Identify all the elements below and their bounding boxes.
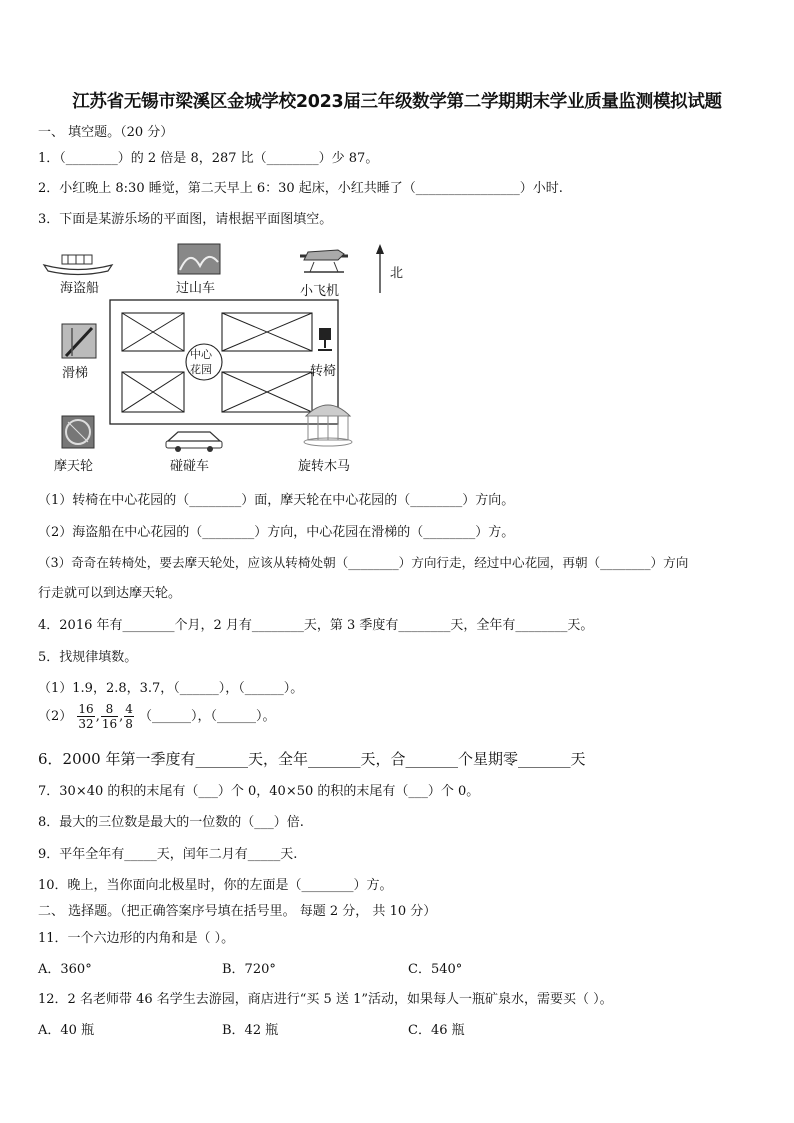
map-label-pirate-ship: 海盗船: [60, 281, 100, 296]
question-11: 11．一个六边形的内角和是（ ）。: [38, 931, 235, 946]
question-5-2: （2） $\frac{16}{32}$ , $\frac{8}{16}$ , $\frac{4}{8}$ （______），（______）。: [38, 702, 276, 731]
map-label-slide: 滑梯: [62, 366, 89, 381]
question-3-3a: （3）奇奇在转椅处，要去摩天轮处，应该从转椅处朝（________）方向行走，经过中心花园，再朝（________）方向: [38, 555, 689, 570]
question-7: 7．30×40 的积的末尾有（___）个 0，40×50 的积的末尾有（___）个 0。: [38, 784, 480, 799]
map-label-small-plane: 小飞机: [300, 284, 340, 299]
question-12: 12．2 名老师带 46 名学生去游园，商店进行“买 5 送 1”活动，如果每人一瓶矿泉水，需要买（ ）。: [38, 992, 613, 1007]
section-2-heading: 二、 选择题。（把正确答案序号填在括号里。 每题 2 分， 共 10 分）: [38, 904, 437, 919]
map-label-swivel-chair: 转椅: [310, 364, 337, 379]
question-3-2: （2）海盗船在中心花园的（________）方向，中心花园在滑梯的（________）方。: [38, 525, 515, 540]
question-12-option-b: B．42 瓶: [222, 1023, 279, 1038]
question-5-2-prefix: （2）: [38, 709, 73, 724]
section-1-heading: 一、 填空题。（20 分）: [38, 125, 174, 140]
fraction-1: [77, 702, 94, 731]
question-5-2-suffix: （______），（______）。: [139, 709, 276, 724]
fraction-3-numerator: 4: [125, 702, 133, 716]
question-6: 6．2000 年第一季度有_______天，全年_______天，合_______个星期零_______天: [38, 750, 586, 768]
park-map-drawing: [38, 238, 418, 478]
page-title: 江苏省无锡市梁溪区金城学校2023届三年级数学第二学期期末学业质量监测模拟试题: [72, 92, 722, 112]
question-1: 1．（________）的 2 倍是 8，287 比（________）少 87。: [38, 151, 379, 166]
map-label-north: 北: [390, 266, 404, 281]
question-12-option-a: A．40 瓶: [38, 1023, 95, 1038]
fraction-3: [124, 702, 134, 731]
fraction-2: [101, 702, 118, 731]
slide-icon: [62, 324, 96, 358]
map-label-bumper-car: 碰碰车: [170, 459, 210, 474]
question-3-1: （1）转椅在中心花园的（________）面，摩天轮在中心花园的（________）方向。: [38, 493, 515, 508]
question-11-option-a: A．360°: [38, 962, 92, 977]
question-11-option-c: C．540°: [408, 962, 463, 977]
fraction-2-denominator: 16: [101, 717, 118, 731]
fraction-2-numerator: 8: [101, 702, 118, 717]
park-map: [38, 238, 418, 478]
map-label-ferris-wheel: 摩天轮: [54, 459, 94, 474]
question-10: 10．晚上，当你面向北极星时，你的左面是（________）方。: [38, 878, 393, 893]
question-12-option-c: C．46 瓶: [408, 1023, 465, 1038]
question-5: 5．找规律填数。: [38, 650, 138, 665]
fraction-3-denominator: 8: [125, 717, 133, 731]
question-4: 4．2016 年有________个月，2 月有________天，第 3 季度有________天，全年有________天。: [38, 618, 594, 633]
map-label-center-line1: 中心: [190, 348, 212, 361]
map-label-center-line2: 花园: [190, 363, 212, 376]
fraction-1-numerator: 16: [78, 702, 94, 716]
ferris-wheel-icon: [62, 416, 94, 448]
roller-coaster-icon: [178, 244, 220, 274]
carousel-icon: [304, 405, 352, 446]
question-8: 8．最大的三位数是最大的一位数的（___）倍.: [38, 815, 304, 830]
swivel-chair-icon: [318, 328, 332, 350]
fraction-1-denominator: 32: [78, 717, 94, 731]
question-3-3b: 行走就可以到达摩天轮。: [38, 586, 182, 601]
map-label-carousel: 旋转木马: [298, 459, 351, 474]
pirate-ship-icon: [44, 255, 112, 275]
small-plane-icon: [300, 250, 348, 272]
question-2: 2．小红晚上 8:30 睡觉，第二天早上 6：30 起床，小红共睡了（________________）小时.: [38, 181, 563, 196]
bumper-car-icon: [166, 432, 222, 452]
question-9: 9．平年全年有_____天，闰年二月有_____天.: [38, 847, 298, 862]
question-3: 3．下面是某游乐场的平面图，请根据平面图填空。: [38, 212, 333, 227]
question-5-1: （1）1.9，2.8，3.7，（______），（______）。: [38, 681, 304, 696]
question-11-option-b: B．720°: [222, 962, 276, 977]
map-label-roller-coaster: 过山车: [176, 281, 216, 296]
